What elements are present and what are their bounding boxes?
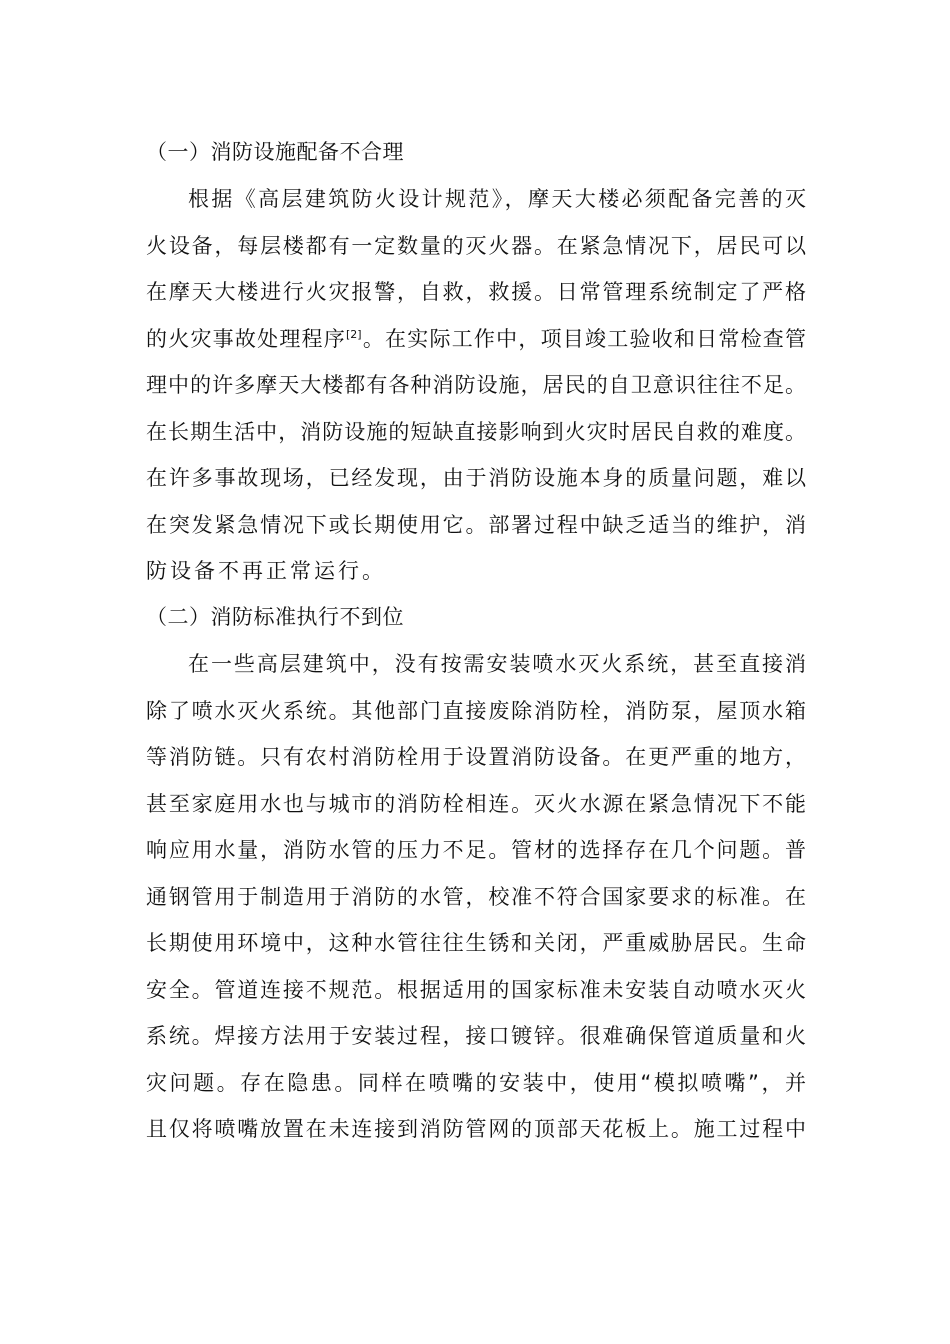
section-heading-2: （二）消防标准执行不到位 <box>146 605 404 629</box>
paragraph-line: 理中的许多摩天大楼都有各种消防设施，居民的自卫意识往往不足。 <box>146 373 806 397</box>
paragraph-line: 系统。焊接方法用于安装过程，接口镀锌。很难确保管道质量和火 <box>146 1024 806 1048</box>
paragraph-line: 等消防链。只有农村消防栓用于设置消防设备。在更严重的地方， <box>146 745 806 769</box>
paragraph-line: 火设备，每层楼都有一定数量的灭火器。在紧急情况下，居民可以 <box>146 234 806 258</box>
paragraph-line: 响应用水量，消防水管的压力不足。管材的选择存在几个问题。普 <box>146 838 806 862</box>
paragraph-line: 甚至家庭用水也与城市的消防栓相连。灭火水源在紧急情况下不能 <box>146 792 806 816</box>
paragraph-line: 在突发紧急情况下或长期使用它。部署过程中缺乏适当的维护，消 <box>146 513 806 537</box>
citation-reference: [2] <box>346 328 362 341</box>
paragraph-line: 通钢管用于制造用于消防的水管，校准不符合国家要求的标准。在 <box>146 885 806 909</box>
paragraph-line: 长期使用环境中，这种水管往往生锈和关闭，严重威胁居民。生命 <box>146 931 806 955</box>
paragraph-line: 防设备不再正常运行。 <box>146 559 386 583</box>
paragraph-line: 除了喷水灭火系统。其他部门直接废除消防栓，消防泵，屋顶水箱 <box>146 699 806 723</box>
paragraph-line: 在许多事故现场，已经发现，由于消防设施本身的质量问题，难以 <box>146 466 806 490</box>
paragraph-line: 在一些高层建筑中，没有按需安装喷水灭火系统，甚至直接消 <box>188 652 806 676</box>
paragraph-text: 的火灾事故处理程序 <box>146 327 346 351</box>
paragraph-line: 灾问题。存在隐患。同样在喷嘴的安装中，使用“模拟喷嘴”，并 <box>146 1071 806 1095</box>
paragraph-line: 安全。管道连接不规范。根据适用的国家标准未安装自动喷水灭火 <box>146 978 806 1002</box>
paragraph-line: 在长期生活中，消防设施的短缺直接影响到火灾时居民自救的难度。 <box>146 420 806 444</box>
section-heading-1: （一）消防设施配备不合理 <box>146 140 404 164</box>
paragraph-line: 在摩天大楼进行火灾报警，自救，救援。日常管理系统制定了严格 <box>146 280 806 304</box>
paragraph-line <box>146 327 806 351</box>
paragraph-text: 。在实际工作中，项目竣工验收和日常检查管 <box>361 327 807 351</box>
paragraph-line: 根据《高层建筑防火设计规范》，摩天大楼必须配备完善的灭 <box>188 187 806 211</box>
paragraph-line: 且仅将喷嘴放置在未连接到消防管网的顶部天花板上。施工过程中 <box>146 1117 806 1141</box>
